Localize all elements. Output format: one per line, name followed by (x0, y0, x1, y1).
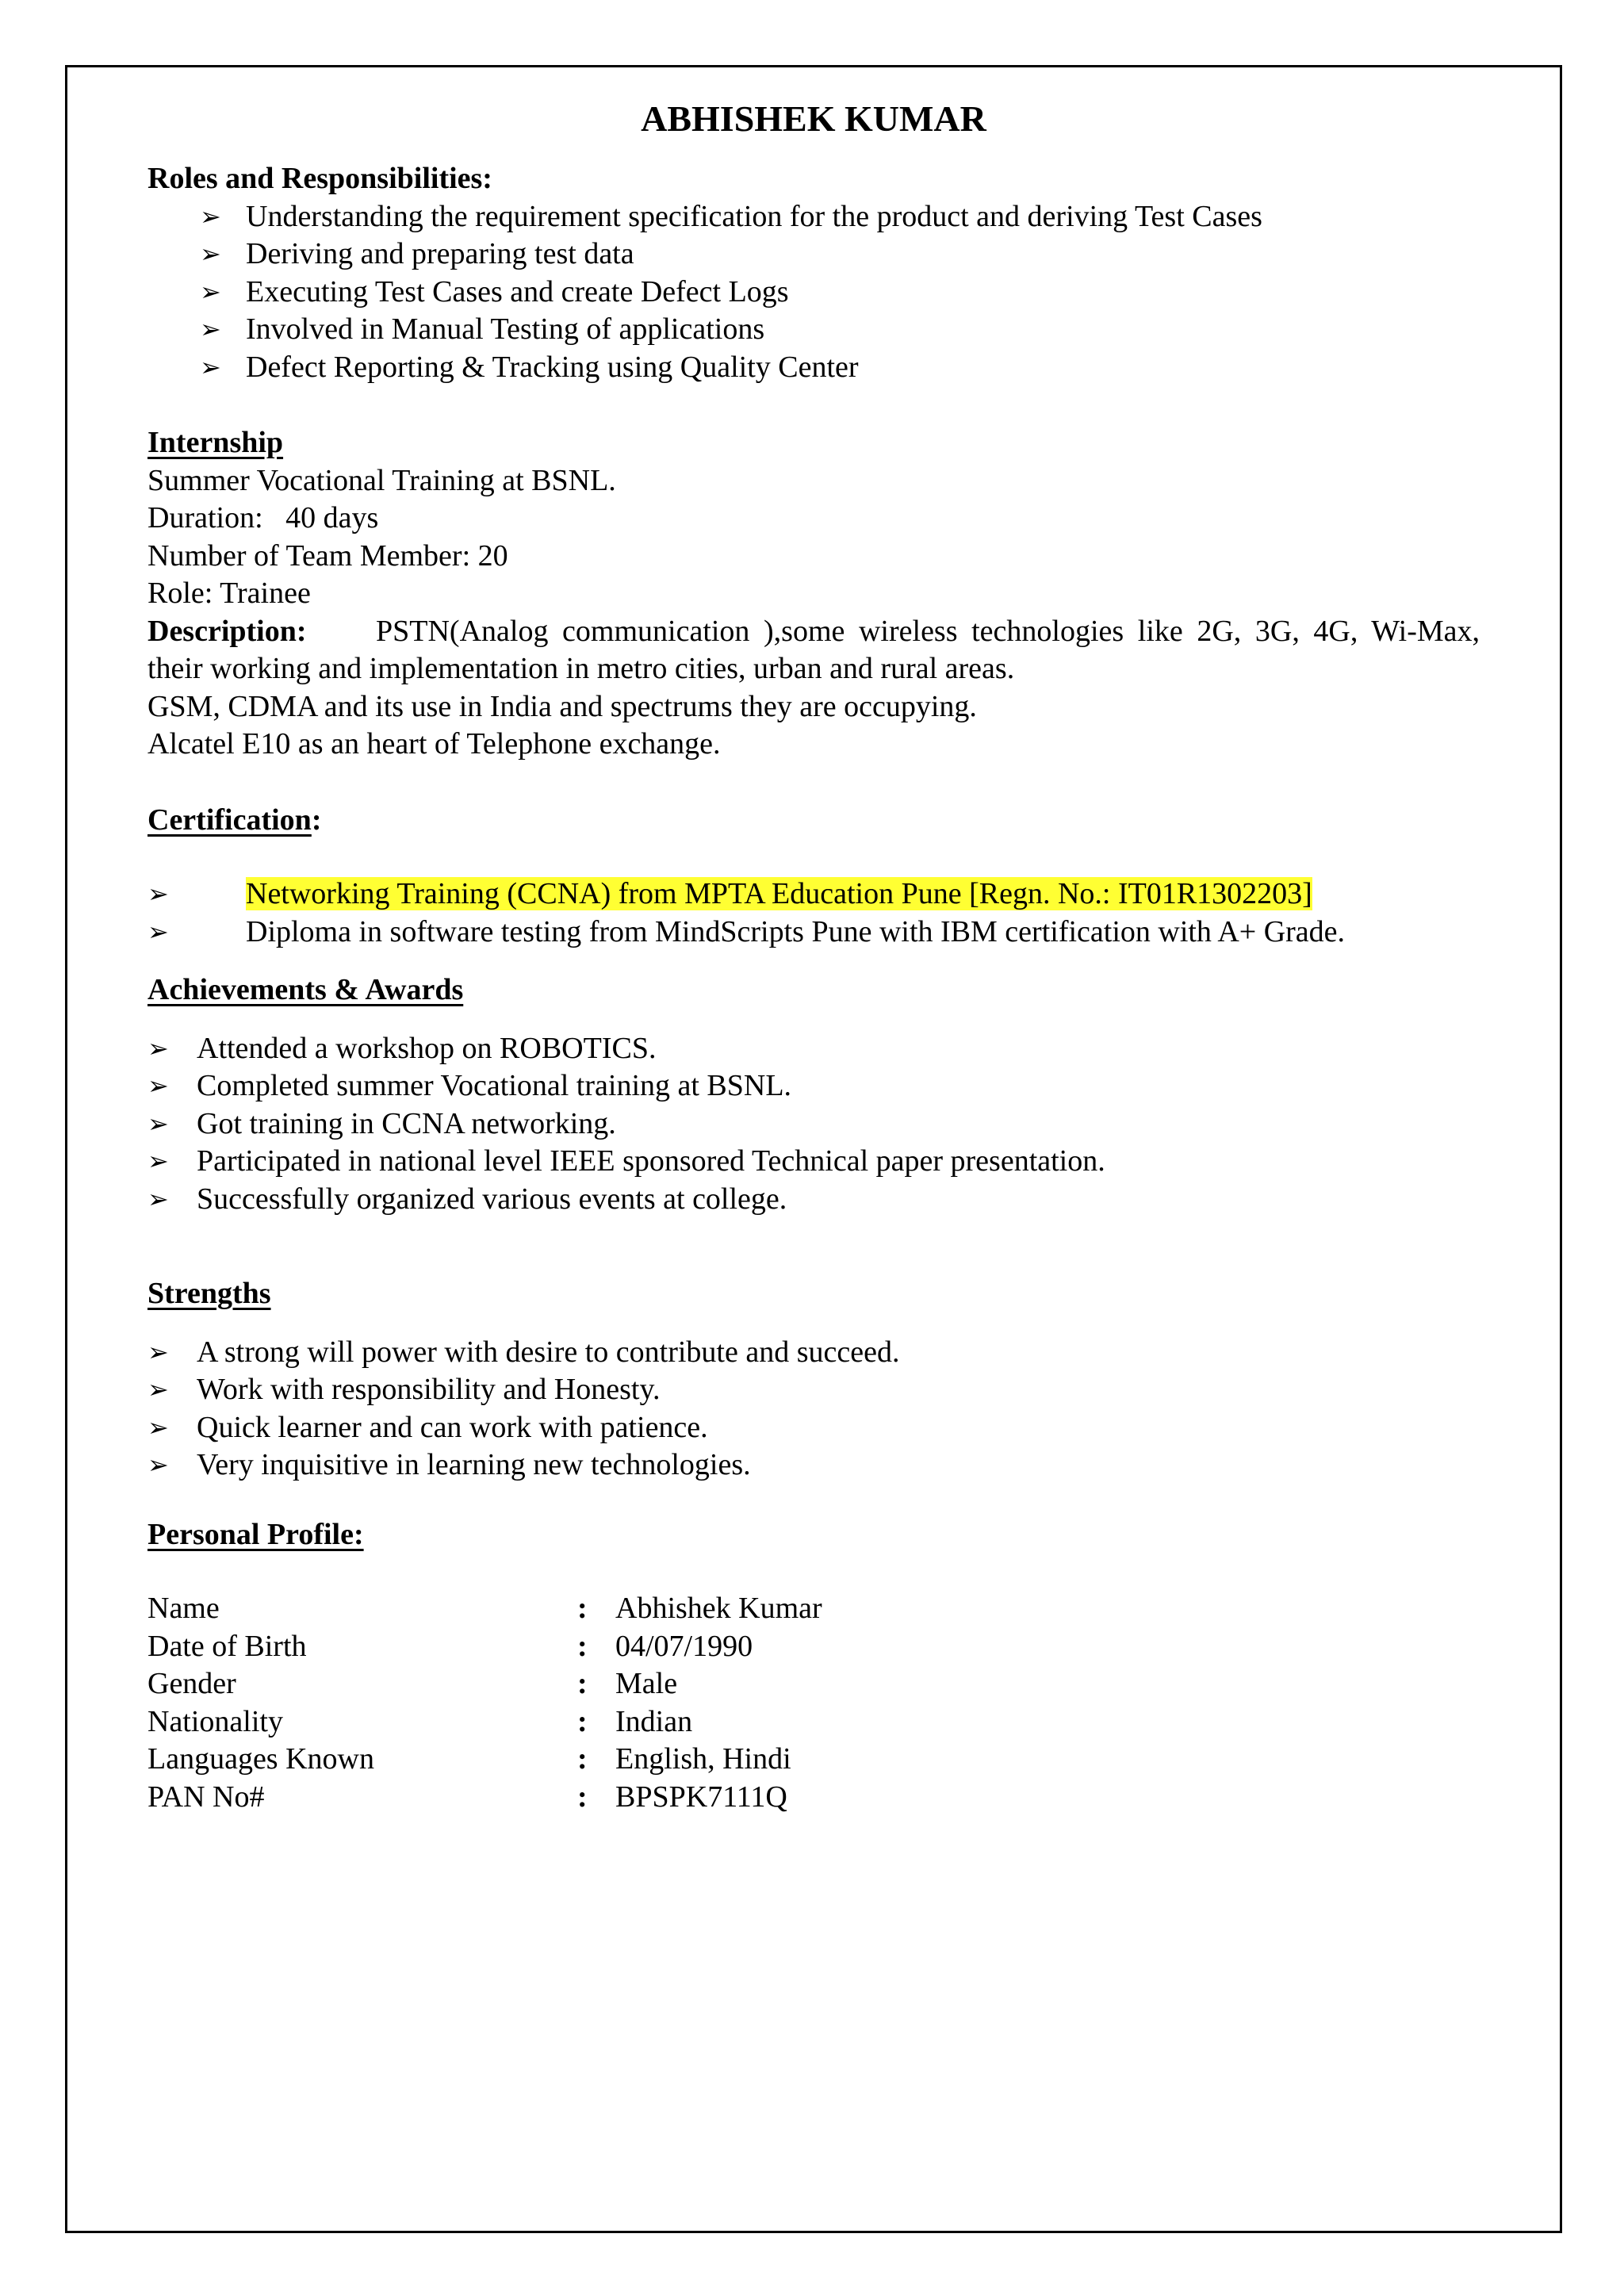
arrow-bullet-icon: ➢ (200, 314, 221, 344)
list-item: ➢ Participated in national level IEEE sponsored Technical paper presentation. (147, 1143, 1480, 1181)
internship-team: Number of Team Member: 20 (147, 538, 508, 573)
strengths-list (147, 1334, 1480, 1485)
arrow-bullet-icon: ➢ (200, 276, 221, 307)
list-item: ➢ Diploma in software testing from MindScripts Pune with IBM certification with A+ Grade. (147, 914, 1480, 952)
arrow-bullet-icon: ➢ (147, 1336, 169, 1367)
arrow-bullet-icon: ➢ (147, 1108, 169, 1139)
arrow-bullet-icon: ➢ (147, 1374, 169, 1404)
arrow-bullet-icon: ➢ (147, 1183, 169, 1214)
list-item: ➢ Executing Test Cases and create Defect Logs (147, 274, 1480, 312)
achievements-list (147, 1030, 1480, 1219)
candidate-name: ABHISHEK KUMAR (641, 98, 986, 139)
certification-list (147, 875, 1480, 951)
arrow-bullet-icon: ➢ (200, 351, 221, 382)
list-item: ➢ A strong will power with desire to contribute and succeed. (147, 1334, 1480, 1372)
roles-list (147, 198, 1480, 387)
internship-role: Role: Trainee (147, 577, 311, 610)
profile-table (147, 1590, 1480, 1816)
profile-row-gender: Gender : Male (147, 1667, 678, 1700)
internship-gsm: GSM, CDMA and its use in India and spectrums they are occupying. (147, 689, 977, 723)
arrow-bullet-icon: ➢ (200, 201, 221, 232)
list-item (147, 875, 1480, 914)
arrow-bullet-icon: ➢ (147, 1412, 169, 1443)
internship-training: Summer Vocational Training at BSNL. (147, 463, 616, 497)
profile-heading: Personal Profile: (147, 1517, 364, 1551)
profile-row-nationality: Nationality : Indian (147, 1704, 693, 1738)
arrow-bullet-icon: ➢ (200, 239, 221, 269)
profile-row-name: Name : Abhishek Kumar (147, 1592, 822, 1625)
highlighted-certification: Networking Training (CCNA) from MPTA Education Pune [Regn. No.: IT01R1302203] (246, 877, 1312, 910)
arrow-bullet-icon: ➢ (147, 916, 169, 947)
list-item: ➢ Quick learner and can work with patience. (147, 1409, 1480, 1447)
strengths-heading: Strengths (147, 1277, 271, 1310)
internship-alcatel: Alcatel E10 as an heart of Telephone exchange. (147, 727, 721, 761)
arrow-bullet-icon: ➢ (147, 1071, 169, 1101)
list-item: ➢ Attended a workshop on ROBOTICS. (147, 1030, 1480, 1068)
description-text: PSTN(Analog communication ),some wireless technologies like 2G, 3G, 4G, Wi-Max, their working and implementation in metro cities, urban and rural areas. (147, 614, 1480, 685)
achievements-heading: Achievements & Awards (147, 973, 464, 1006)
list-item: ➢ Got training in CCNA networking. (147, 1105, 1480, 1144)
description-label: Description: (147, 614, 307, 648)
roles-heading: Roles and Responsibilities: (147, 162, 492, 195)
profile-row-pan: PAN No# : BPSPK7111Q (147, 1780, 787, 1814)
internship-duration: Duration: 40 days (147, 501, 379, 534)
list-item: ➢ Deriving and preparing test data (147, 236, 1480, 274)
list-item: ➢ Defect Reporting & Tracking using Quality Center (147, 349, 1480, 387)
list-item: ➢ Successfully organized various events at college. (147, 1181, 1480, 1219)
internship-description (147, 613, 1480, 688)
profile-row-languages: Languages Known : English, Hindi (147, 1742, 791, 1776)
arrow-bullet-icon: ➢ (147, 1033, 169, 1063)
list-item: ➢ Involved in Manual Testing of applications (147, 311, 1480, 349)
arrow-bullet-icon: ➢ (147, 1450, 169, 1480)
list-item: ➢ Very inquisitive in learning new technologies. (147, 1446, 1480, 1485)
arrow-bullet-icon: ➢ (147, 879, 169, 909)
internship-heading: Internship (147, 426, 284, 459)
list-item: ➢ Understanding the requirement specification for the product and deriving Test Cases (147, 198, 1480, 236)
list-item: ➢ Work with responsibility and Honesty. (147, 1371, 1480, 1409)
certification-heading: Certification: (147, 803, 322, 837)
list-item: ➢ Completed summer Vocational training at BSNL. (147, 1067, 1480, 1105)
arrow-bullet-icon: ➢ (147, 1146, 169, 1176)
profile-row-dob: Date of Birth : 04/07/1990 (147, 1629, 753, 1663)
resume-content (147, 95, 1480, 1816)
